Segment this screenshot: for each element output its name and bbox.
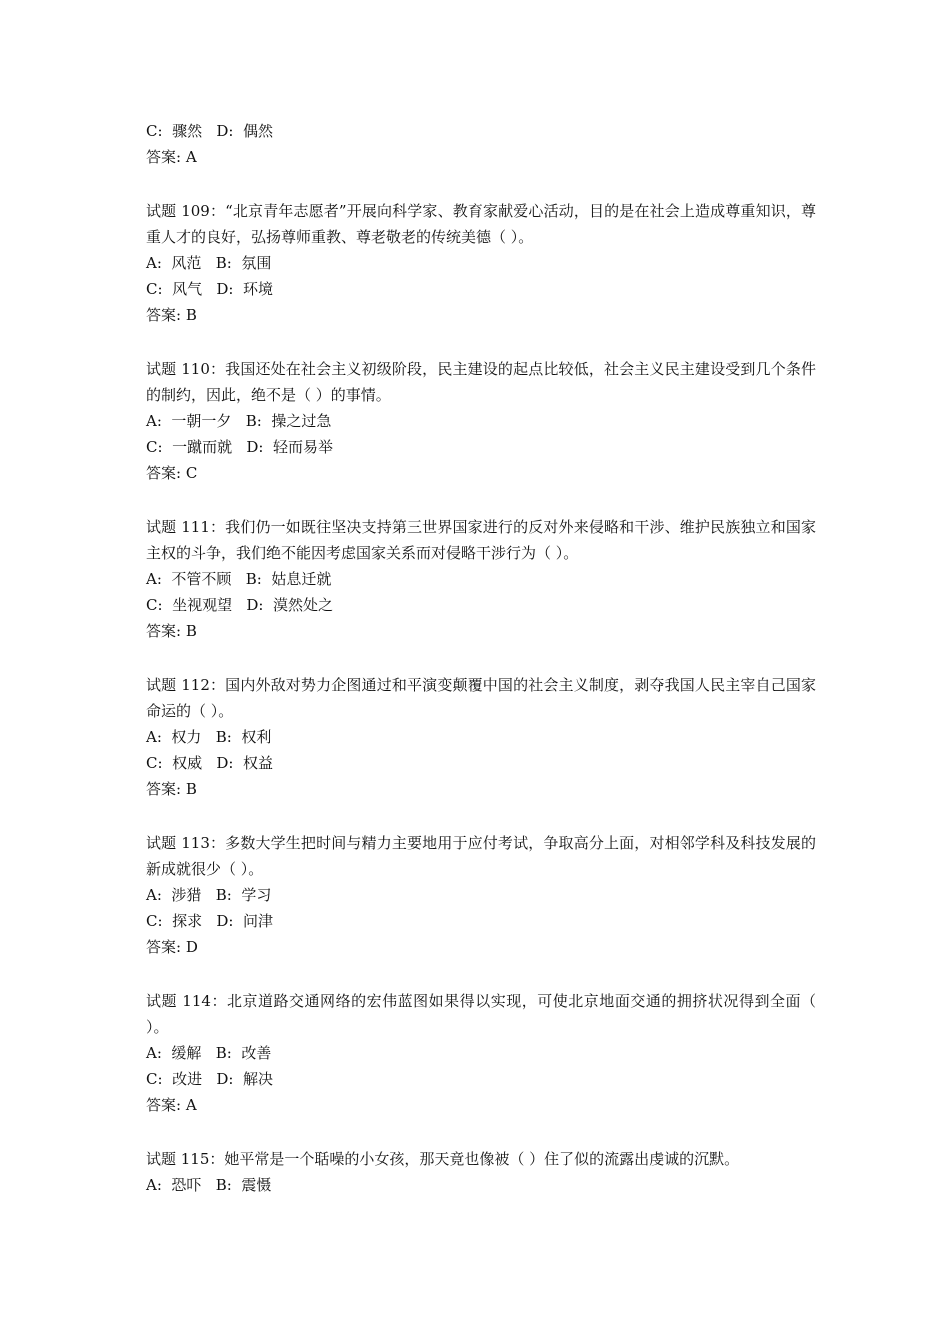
question-text: 试题 115：她平常是一个聒噪的小女孩，那天竟也像被（ ）住了似的流露出虔诚的沉默。 bbox=[146, 1150, 740, 1168]
options-line: A: 涉猎 B: 学习 bbox=[146, 886, 272, 904]
answer-line: 答案: B bbox=[146, 780, 197, 798]
options-line: C: 权威 D: 权益 bbox=[146, 754, 273, 772]
options-line: A: 风范 B: 氛围 bbox=[146, 254, 272, 272]
options-line: C: 坐视观望 D: 漠然处之 bbox=[146, 596, 333, 614]
options-line: C: 骤然 D: 偶然 bbox=[146, 122, 273, 140]
question-text: 试题 111：我们仍一如既往坚决支持第三世界国家进行的反对外来侵略和干涉、维护民族独立和国家主权的斗争，我们绝不能因考虑国家关系而对侵略干涉行为（ ）。 bbox=[146, 518, 816, 562]
options-line: A: 恐吓 B: 震慑 bbox=[146, 1176, 272, 1194]
answer-line: 答案: A bbox=[146, 1096, 197, 1114]
options-line: A: 一朝一夕 B: 操之过急 bbox=[146, 412, 332, 430]
question-block bbox=[146, 356, 816, 486]
question-block bbox=[146, 988, 816, 1118]
options-line: C: 一蹴而就 D: 轻而易举 bbox=[146, 438, 333, 456]
question-text: 试题 113：多数大学生把时间与精力主要地用于应付考试，争取高分上面，对相邻学科及科技发展的新成就很少（ ）。 bbox=[146, 834, 816, 878]
question-text: 试题 109：“北京青年志愿者”开展向科学家、教育家献爱心活动，目的是在社会上造成尊重知识，尊重人才的良好，弘扬尊师重教、尊老敬老的传统美德（ ）。 bbox=[146, 202, 816, 246]
options-line: C: 风气 D: 环境 bbox=[146, 280, 273, 298]
question-text: 试题 110：我国还处在社会主义初级阶段，民主建设的起点比较低，社会主义民主建设受到几个条件的制约，因此，绝不是（ ）的事情。 bbox=[146, 360, 816, 404]
answer-line: 答案: B bbox=[146, 306, 197, 324]
question-block bbox=[146, 198, 816, 328]
question-text: 试题 112：国内外敌对势力企图通过和平演变颠覆中国的社会主义制度，剥夺我国人民主宰自己国家命运的（ ）。 bbox=[146, 676, 816, 720]
options-line: C: 探求 D: 问津 bbox=[146, 912, 273, 930]
question-block bbox=[146, 514, 816, 644]
question-block bbox=[146, 672, 816, 802]
options-line: C: 改进 D: 解决 bbox=[146, 1070, 273, 1088]
document-page bbox=[146, 118, 816, 1198]
question-block bbox=[146, 830, 816, 960]
options-line: A: 权力 B: 权利 bbox=[146, 728, 272, 746]
options-line: A: 缓解 B: 改善 bbox=[146, 1044, 272, 1062]
answer-line: 答案: A bbox=[146, 148, 197, 166]
options-line: A: 不管不顾 B: 姑息迁就 bbox=[146, 570, 332, 588]
answer-line: 答案: B bbox=[146, 622, 197, 640]
question-block bbox=[146, 1146, 816, 1198]
answer-line: 答案: D bbox=[146, 938, 198, 956]
question-text: 试题 114：北京道路交通网络的宏伟蓝图如果得以实现，可使北京地面交通的拥挤状况得到全面（ ）。 bbox=[146, 992, 816, 1036]
answer-line: 答案: C bbox=[146, 464, 198, 482]
